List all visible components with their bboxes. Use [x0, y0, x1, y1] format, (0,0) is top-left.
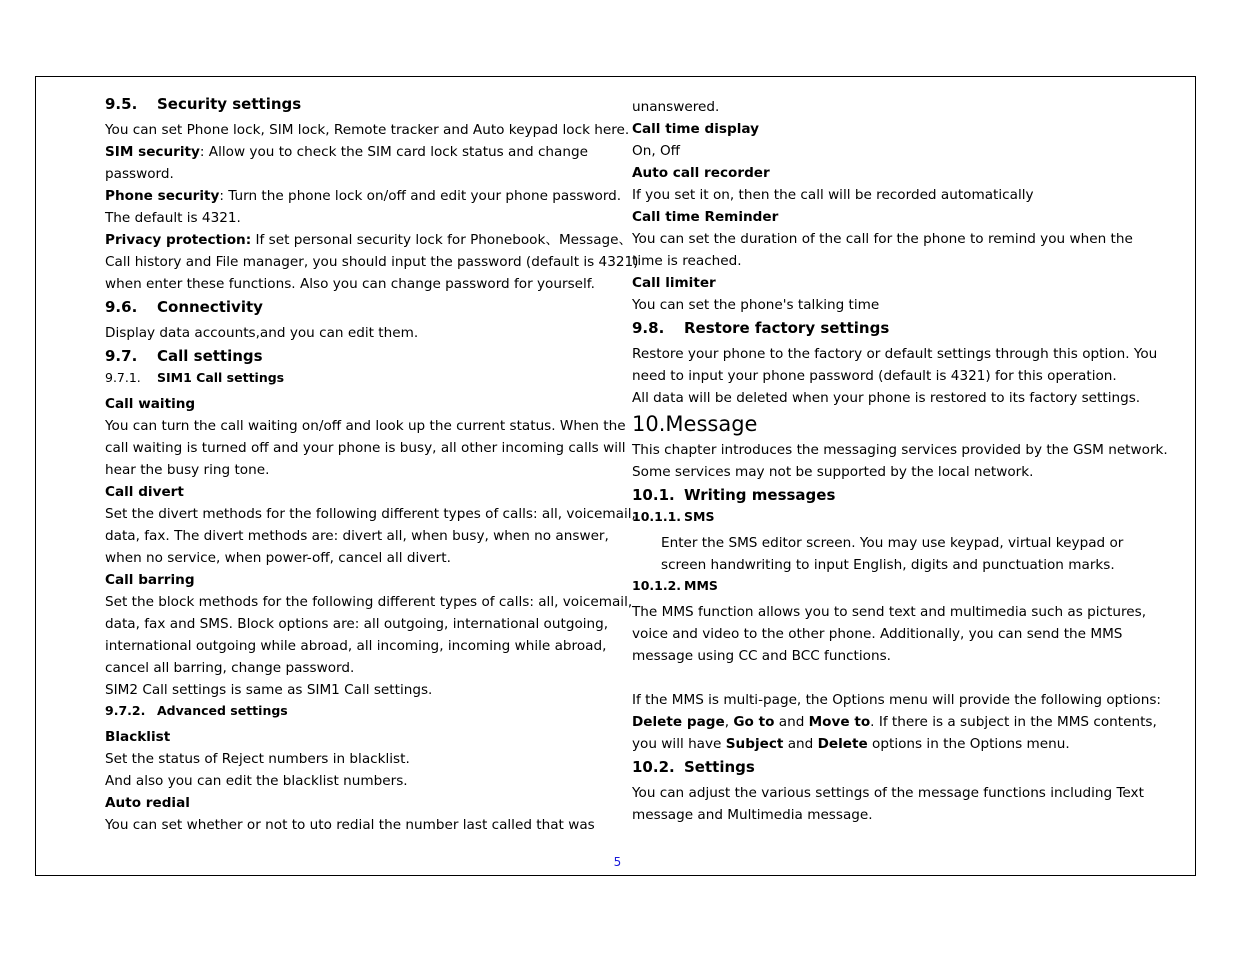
text-run: . If there is a subject in the MMS contents,	[870, 714, 1157, 730]
item-title	[632, 272, 1142, 294]
option-term: Delete	[817, 736, 868, 752]
item-title-text: Call waiting	[105, 396, 196, 412]
section-heading-9-6	[105, 295, 615, 319]
subsection-number: 10.1.2.	[632, 578, 682, 593]
right-column	[632, 96, 1168, 826]
paragraph: You can set the duration of the call for the phone to remind you when the	[632, 231, 1133, 247]
item-title-text: Call barring	[105, 572, 195, 588]
paragraph: Some services may not be supported by the local network.	[632, 464, 1034, 480]
paragraph: Display data accounts,and you can edit them.	[105, 325, 419, 341]
term-text: : Turn the phone lock on/off and edit your phone password.	[219, 188, 622, 204]
paragraph: need to input your phone password (default is 4321) for this operation.	[632, 368, 1117, 384]
section-title: Call settings	[157, 347, 263, 365]
item-title	[105, 481, 615, 503]
option-term: Move to	[808, 714, 871, 730]
paragraph: You can adjust the various settings of the message functions including Text	[632, 785, 1144, 801]
paragraph: SIM2 Call settings is same as SIM1 Call settings.	[105, 682, 433, 698]
chapter-title: Message	[665, 412, 758, 436]
subsection-heading-9-7-1	[105, 368, 615, 388]
paragraph: cancel all barring, change password.	[105, 660, 355, 676]
paragraph: If the MMS is multi-page, the Options menu will provide the following options:	[632, 692, 1161, 708]
section-number: 9.6.	[105, 298, 138, 316]
blank-line	[632, 667, 1142, 689]
paragraph: Restore your phone to the factory or default settings through this option. You	[632, 346, 1158, 362]
section-title: Writing messages	[684, 486, 836, 504]
paragraph: data, fax and SMS. Block options are: all outgoing, international outgoing,	[105, 616, 609, 632]
subsection-heading-9-7-2	[105, 701, 615, 721]
item-title	[105, 569, 615, 591]
paragraph: Set the status of Reject numbers in blacklist.	[105, 751, 410, 767]
text-run: ,	[724, 714, 734, 730]
paragraph: You can set whether or not to uto redial the number last called that was	[105, 817, 595, 833]
text-run: and	[774, 714, 809, 730]
paragraph: voice and video to the other phone. Additionally, you can send the MMS	[632, 626, 1123, 642]
item-title-text: Blacklist	[105, 729, 171, 745]
paragraph: when enter these functions. Also you can change password for yourself.	[105, 276, 595, 292]
paragraph: international outgoing while abroad, all incoming, incoming while abroad,	[105, 638, 607, 654]
text-run: and	[783, 736, 818, 752]
chapter-number: 10.	[632, 412, 666, 436]
paragraph: password.	[105, 166, 174, 182]
term-label: SIM security	[105, 144, 200, 160]
item-title-text: Call time display	[632, 121, 759, 137]
paragraph: The MMS function allows you to send text and multimedia such as pictures,	[632, 604, 1147, 620]
term-text: : Allow you to check the SIM card lock status and change	[199, 144, 588, 160]
paragraph: when no service, when power-off, cancel all divert.	[105, 550, 451, 566]
paragraph	[105, 185, 622, 207]
section-number: 10.2.	[632, 758, 675, 776]
subsection-title: MMS	[684, 578, 718, 593]
paragraph: Enter the SMS editor screen. You may use keypad, virtual keypad or	[661, 535, 1124, 551]
paragraph: This chapter introduces the messaging services provided by the GSM network.	[632, 442, 1168, 458]
item-title	[632, 118, 1142, 140]
option-term: Delete page	[632, 714, 725, 730]
section-heading-10-2	[632, 755, 1142, 779]
item-title	[105, 726, 615, 748]
paragraph: message and Multimedia message.	[632, 807, 873, 823]
term-label: Privacy protection:	[105, 232, 252, 248]
paragraph: And also you can edit the blacklist numbers.	[105, 773, 408, 789]
item-title-text: Auto redial	[105, 795, 190, 811]
paragraph: On, Off	[632, 143, 681, 159]
subsection-number: 9.7.1.	[105, 370, 141, 385]
text-run: options in the Options menu.	[867, 736, 1070, 752]
item-title	[105, 393, 615, 415]
paragraph: All data will be deleted when your phone is restored to its factory settings.	[632, 390, 1141, 406]
paragraph: If you set it on, then the call will be recorded automatically	[632, 187, 1034, 203]
item-title	[105, 792, 615, 814]
item-title-text: Call time Reminder	[632, 209, 779, 225]
paragraph	[105, 229, 633, 251]
paragraph: call waiting is turned off and your phone is busy, all other incoming calls will	[105, 440, 626, 456]
paragraph: screen handwriting to input English, digits and punctuation marks.	[661, 557, 1115, 573]
subsection-number: 9.7.2.	[105, 703, 146, 718]
section-title: Connectivity	[157, 298, 263, 316]
subsection-heading-10-1-2	[632, 576, 1142, 596]
paragraph: time is reached.	[632, 253, 742, 269]
paragraph: unanswered.	[632, 99, 720, 115]
section-title: Security settings	[157, 95, 302, 113]
option-term: Subject	[725, 736, 784, 752]
item-title	[632, 206, 1142, 228]
item-title-text: Call divert	[105, 484, 184, 500]
subsection-title: SMS	[684, 509, 715, 524]
paragraph	[105, 141, 615, 163]
left-column	[105, 92, 639, 836]
paragraph: Set the divert methods for the following different types of calls: all, voicemail,	[105, 506, 636, 522]
term-label: Phone security	[105, 188, 220, 204]
section-title: Restore factory settings	[684, 319, 890, 337]
term-text: If set personal security lock for Phonebook、Message、	[251, 232, 633, 248]
option-term: Go to	[733, 714, 775, 730]
subsection-title: SIM1 Call settings	[157, 370, 285, 385]
paragraph: Set the block methods for the following different types of calls: all, voicemail,	[105, 594, 633, 610]
subsection-number: 10.1.1.	[632, 509, 682, 524]
paragraph: The default is 4321.	[105, 210, 241, 226]
paragraph: Call history and File manager, you should input the password (default is 4321)	[105, 254, 639, 270]
paragraph: You can set the phone's talking time	[632, 297, 880, 313]
paragraph: data, fax. The divert methods are: divert all, when busy, when no answer,	[105, 528, 609, 544]
section-number: 9.7.	[105, 347, 138, 365]
section-heading-9-5	[105, 92, 615, 116]
subsection-title: Advanced settings	[157, 703, 288, 718]
paragraph: message using CC and BCC functions.	[632, 648, 891, 664]
paragraph	[632, 733, 1142, 755]
item-title	[632, 162, 1142, 184]
section-heading-9-7	[105, 344, 615, 368]
section-heading-10-1	[632, 483, 1142, 507]
paragraph: You can turn the call waiting on/off and look up the current status. When the	[105, 418, 626, 434]
section-number: 9.8.	[632, 319, 665, 337]
subsection-heading-10-1-1	[632, 507, 1142, 527]
section-title: Settings	[684, 758, 755, 776]
chapter-heading-10	[632, 409, 1142, 439]
paragraph: hear the busy ring tone.	[105, 462, 270, 478]
paragraph	[632, 711, 1157, 733]
item-title-text: Call limiter	[632, 275, 716, 291]
section-number: 10.1.	[632, 486, 675, 504]
section-heading-9-8	[632, 316, 1142, 340]
item-title-text: Auto call recorder	[632, 165, 770, 181]
page-number: 5	[613, 855, 622, 869]
text-run: you will have	[632, 736, 726, 752]
paragraph: You can set Phone lock, SIM lock, Remote tracker and Auto keypad lock here.	[105, 122, 630, 138]
section-number: 9.5.	[105, 95, 138, 113]
